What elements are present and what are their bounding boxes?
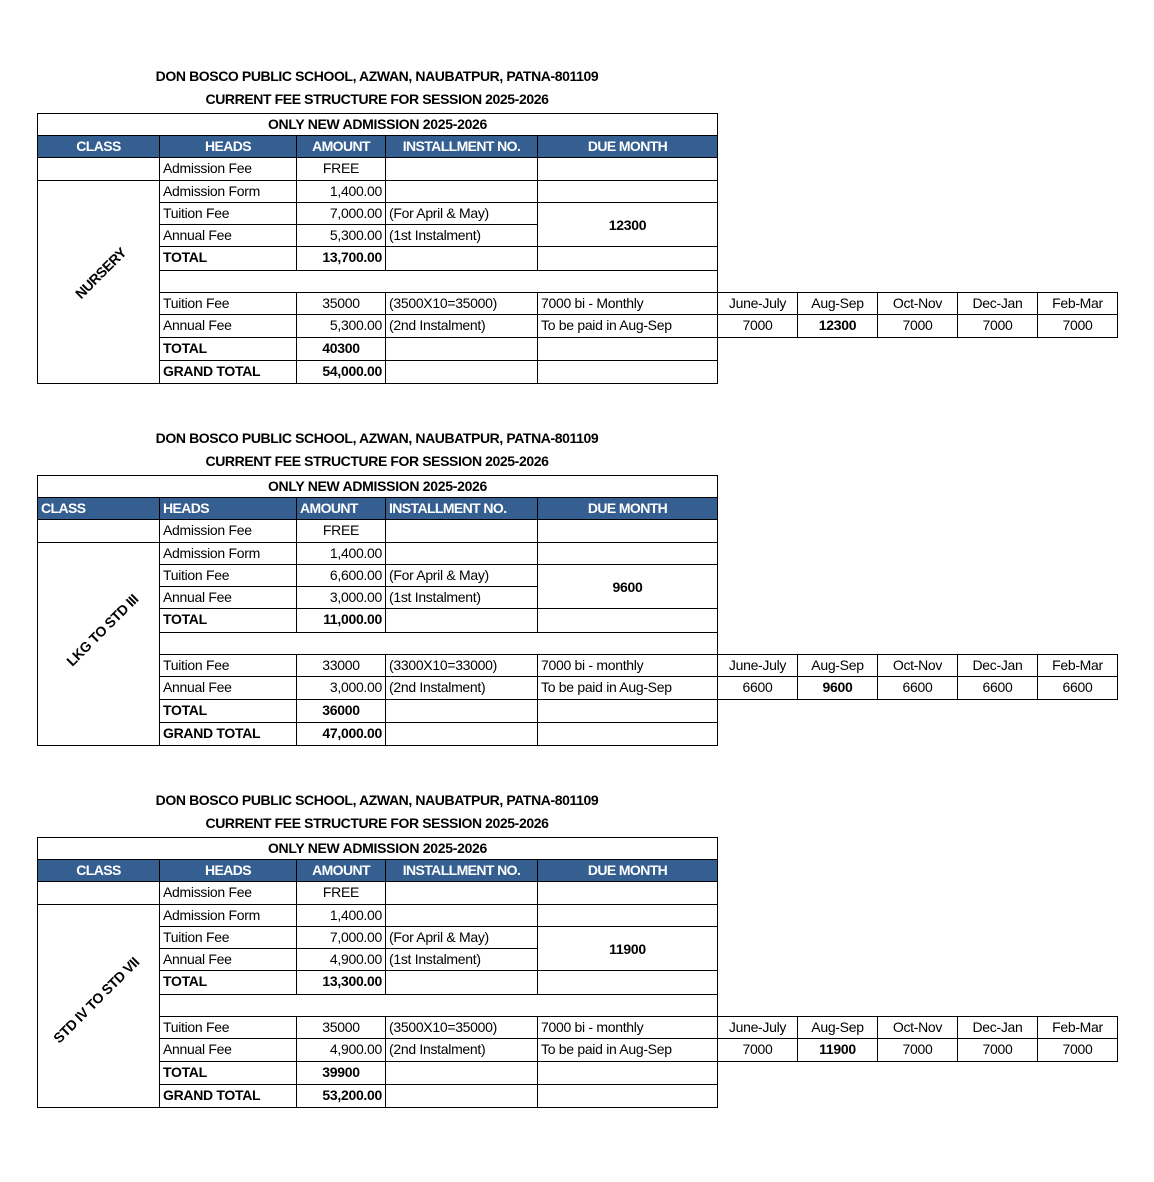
head-cell: Annual Fee [159, 948, 297, 971]
amount-cell: 1,400.00 [296, 904, 386, 927]
fee-table-1 [0, 362, 1154, 741]
admission-banner: ONLY NEW ADMISSION 2025-2026 [37, 475, 718, 498]
due-cell [537, 337, 718, 361]
amount-cell: 4,900.00 [296, 948, 386, 971]
first-installment-due: 12300 [537, 202, 718, 247]
due-cell [537, 1084, 718, 1108]
due-cell [537, 542, 718, 565]
head-cell: GRAND TOTAL [159, 722, 297, 746]
schedule-amount: 7000 [1037, 314, 1118, 338]
head-cell: Admission Fee [159, 881, 297, 905]
amount-cell: 5,300.00 [296, 224, 386, 247]
amount-cell: 13,700.00 [296, 246, 386, 271]
installment-cell [385, 699, 538, 723]
installment-cell [385, 881, 538, 905]
due-cell: 7000 bi - monthly [537, 1016, 718, 1039]
head-cell: Tuition Fee [159, 292, 297, 315]
installment-cell [385, 970, 538, 995]
due-cell [537, 881, 718, 905]
installment-cell [385, 519, 538, 543]
class-label: STD IV TO STD VII [50, 953, 143, 1047]
head-cell: Admission Fee [159, 157, 297, 181]
installment-cell [385, 180, 538, 203]
installment-cell [385, 246, 538, 271]
amount-cell: 35000 [296, 292, 386, 315]
head-cell: Annual Fee [159, 1038, 297, 1062]
schedule-amount: 7000 [957, 1038, 1038, 1062]
schedule-amount: 7000 [877, 314, 958, 338]
due-cell: To be paid in Aug-Sep [537, 1038, 718, 1062]
school-title: DON BOSCO PUBLIC SCHOOL, AZWAN, NAUBATPUR, PATNA-801109 [155, 430, 599, 446]
first-installment-due: 9600 [537, 564, 718, 609]
schedule-month: Aug-Sep [797, 292, 878, 315]
schedule-month: June-July [717, 1016, 798, 1039]
column-header-heads: HEADS [159, 859, 297, 882]
installment-cell [385, 1061, 538, 1085]
head-cell: Annual Fee [159, 676, 297, 700]
due-cell [537, 519, 718, 543]
column-header-amount: AMOUNT [296, 859, 386, 882]
schedule-month: June-July [717, 292, 798, 315]
amount-cell: 47,000.00 [296, 722, 386, 746]
installment-cell: (3500X10=35000) [385, 1016, 538, 1039]
head-cell: Annual Fee [159, 314, 297, 338]
class-empty-cell [37, 519, 160, 543]
column-header-class: CLASS [37, 135, 160, 158]
schedule-month: Aug-Sep [797, 1016, 878, 1039]
head-cell: GRAND TOTAL [159, 1084, 297, 1108]
due-cell: To be paid in Aug-Sep [537, 676, 718, 700]
first-installment-due: 11900 [537, 926, 718, 971]
installment-cell: (2nd Instalment) [385, 676, 538, 700]
schedule-month: Aug-Sep [797, 654, 878, 677]
head-cell: TOTAL [159, 699, 297, 723]
schedule-month: Dec-Jan [957, 654, 1038, 677]
schedule-month: Dec-Jan [957, 1016, 1038, 1039]
amount-cell: 1,400.00 [296, 180, 386, 203]
due-cell [537, 157, 718, 181]
due-cell [537, 970, 718, 995]
schedule-amount: 7000 [877, 1038, 958, 1062]
schedule-month: June-July [717, 654, 798, 677]
amount-cell: 5,300.00 [296, 314, 386, 338]
column-header-heads: HEADS [159, 497, 297, 520]
column-header-due-month: DUE MONTH [537, 859, 718, 882]
head-cell: Admission Form [159, 542, 297, 565]
class-label: NURSERY [71, 244, 129, 302]
head-cell: Annual Fee [159, 224, 297, 247]
schedule-month: Feb-Mar [1037, 654, 1118, 677]
due-cell [537, 699, 718, 723]
schedule-amount: 12300 [797, 314, 878, 338]
installment-cell: (For April & May) [385, 564, 538, 587]
schedule-amount: 6600 [1037, 676, 1118, 700]
spacer-row [159, 994, 718, 1017]
schedule-month: Oct-Nov [877, 654, 958, 677]
installment-cell: (3300X10=33000) [385, 654, 538, 677]
head-cell: Admission Form [159, 904, 297, 927]
schedule-amount: 6600 [877, 676, 958, 700]
schedule-amount: 7000 [717, 1038, 798, 1062]
head-cell: TOTAL [159, 337, 297, 361]
due-cell [537, 180, 718, 203]
head-cell: TOTAL [159, 246, 297, 271]
head-cell: TOTAL [159, 608, 297, 633]
column-header-installment: INSTALLMENT NO. [385, 135, 538, 158]
schedule-amount: 7000 [957, 314, 1038, 338]
due-cell [537, 246, 718, 271]
installment-cell [385, 157, 538, 181]
amount-cell: 54,000.00 [296, 360, 386, 384]
session-title: CURRENT FEE STRUCTURE FOR SESSION 2025-2026 [205, 815, 549, 831]
due-cell [537, 608, 718, 633]
column-header-class: CLASS [37, 859, 160, 882]
column-header-installment: INSTALLMENT NO. [385, 497, 538, 520]
amount-cell: 53,200.00 [296, 1084, 386, 1108]
installment-cell: (1st Instalment) [385, 586, 538, 609]
class-label: LKG TO STD III [63, 590, 142, 670]
amount-cell: 3,000.00 [296, 676, 386, 700]
schedule-month: Oct-Nov [877, 1016, 958, 1039]
column-header-due-month: DUE MONTH [537, 497, 718, 520]
class-empty-cell [37, 881, 160, 905]
head-cell: Admission Fee [159, 519, 297, 543]
amount-cell: 3,000.00 [296, 586, 386, 609]
schedule-month: Feb-Mar [1037, 1016, 1118, 1039]
head-cell: Tuition Fee [159, 202, 297, 225]
head-cell: Admission Form [159, 180, 297, 203]
column-header-class: CLASS [37, 497, 160, 520]
installment-cell: (For April & May) [385, 202, 538, 225]
installment-cell [385, 608, 538, 633]
class-empty-cell [37, 157, 160, 181]
session-title: CURRENT FEE STRUCTURE FOR SESSION 2025-2026 [205, 453, 549, 469]
school-title: DON BOSCO PUBLIC SCHOOL, AZWAN, NAUBATPUR, PATNA-801109 [155, 68, 599, 84]
head-cell: TOTAL [159, 970, 297, 995]
amount-cell: 7,000.00 [296, 926, 386, 949]
due-cell [537, 904, 718, 927]
due-cell: 7000 bi - monthly [537, 654, 718, 677]
due-cell [537, 1061, 718, 1085]
admission-banner: ONLY NEW ADMISSION 2025-2026 [37, 837, 718, 860]
spacer-row [159, 632, 718, 655]
amount-cell: 11,000.00 [296, 608, 386, 633]
installment-cell: (2nd Instalment) [385, 314, 538, 338]
class-cell [37, 904, 160, 1108]
head-cell: TOTAL [159, 1061, 297, 1085]
installment-cell: (1st Instalment) [385, 948, 538, 971]
schedule-amount: 6600 [717, 676, 798, 700]
installment-cell [385, 542, 538, 565]
amount-cell: 35000 [296, 1016, 386, 1039]
installment-cell: (For April & May) [385, 926, 538, 949]
schedule-month: Oct-Nov [877, 292, 958, 315]
amount-cell: FREE [296, 519, 386, 543]
head-cell: Tuition Fee [159, 1016, 297, 1039]
head-cell: Tuition Fee [159, 926, 297, 949]
amount-cell: 36000 [296, 699, 386, 723]
head-cell: Annual Fee [159, 586, 297, 609]
schedule-amount: 11900 [797, 1038, 878, 1062]
schedule-month: Feb-Mar [1037, 292, 1118, 315]
schedule-amount: 7000 [1037, 1038, 1118, 1062]
schedule-amount: 9600 [797, 676, 878, 700]
schedule-amount: 6600 [957, 676, 1038, 700]
schedule-month: Dec-Jan [957, 292, 1038, 315]
installment-cell [385, 1084, 538, 1108]
due-cell: To be paid in Aug-Sep [537, 314, 718, 338]
fee-table-2 [0, 724, 1154, 1103]
column-header-heads: HEADS [159, 135, 297, 158]
amount-cell: 40300 [296, 337, 386, 361]
column-header-installment: INSTALLMENT NO. [385, 859, 538, 882]
schedule-amount: 7000 [717, 314, 798, 338]
installment-cell: (1st Instalment) [385, 224, 538, 247]
amount-cell: 4,900.00 [296, 1038, 386, 1062]
amount-cell: 13,300.00 [296, 970, 386, 995]
amount-cell: 33000 [296, 654, 386, 677]
amount-cell: 1,400.00 [296, 542, 386, 565]
amount-cell: 7,000.00 [296, 202, 386, 225]
installment-cell [385, 337, 538, 361]
amount-cell: FREE [296, 157, 386, 181]
due-cell: 7000 bi - Monthly [537, 292, 718, 315]
head-cell: Tuition Fee [159, 654, 297, 677]
session-title: CURRENT FEE STRUCTURE FOR SESSION 2025-2026 [205, 91, 549, 107]
installment-cell: (2nd Instalment) [385, 1038, 538, 1062]
head-cell: GRAND TOTAL [159, 360, 297, 384]
head-cell: Tuition Fee [159, 564, 297, 587]
school-title: DON BOSCO PUBLIC SCHOOL, AZWAN, NAUBATPUR, PATNA-801109 [155, 792, 599, 808]
spacer-row [159, 270, 718, 293]
column-header-amount: AMOUNT [296, 135, 386, 158]
column-header-due-month: DUE MONTH [537, 135, 718, 158]
class-cell [37, 542, 160, 746]
amount-cell: 6,600.00 [296, 564, 386, 587]
admission-banner: ONLY NEW ADMISSION 2025-2026 [37, 113, 718, 136]
installment-cell [385, 904, 538, 927]
column-header-amount: AMOUNT [296, 497, 386, 520]
fee-table-0 [0, 0, 1154, 379]
class-cell [37, 180, 160, 384]
amount-cell: 39900 [296, 1061, 386, 1085]
amount-cell: FREE [296, 881, 386, 905]
installment-cell: (3500X10=35000) [385, 292, 538, 315]
